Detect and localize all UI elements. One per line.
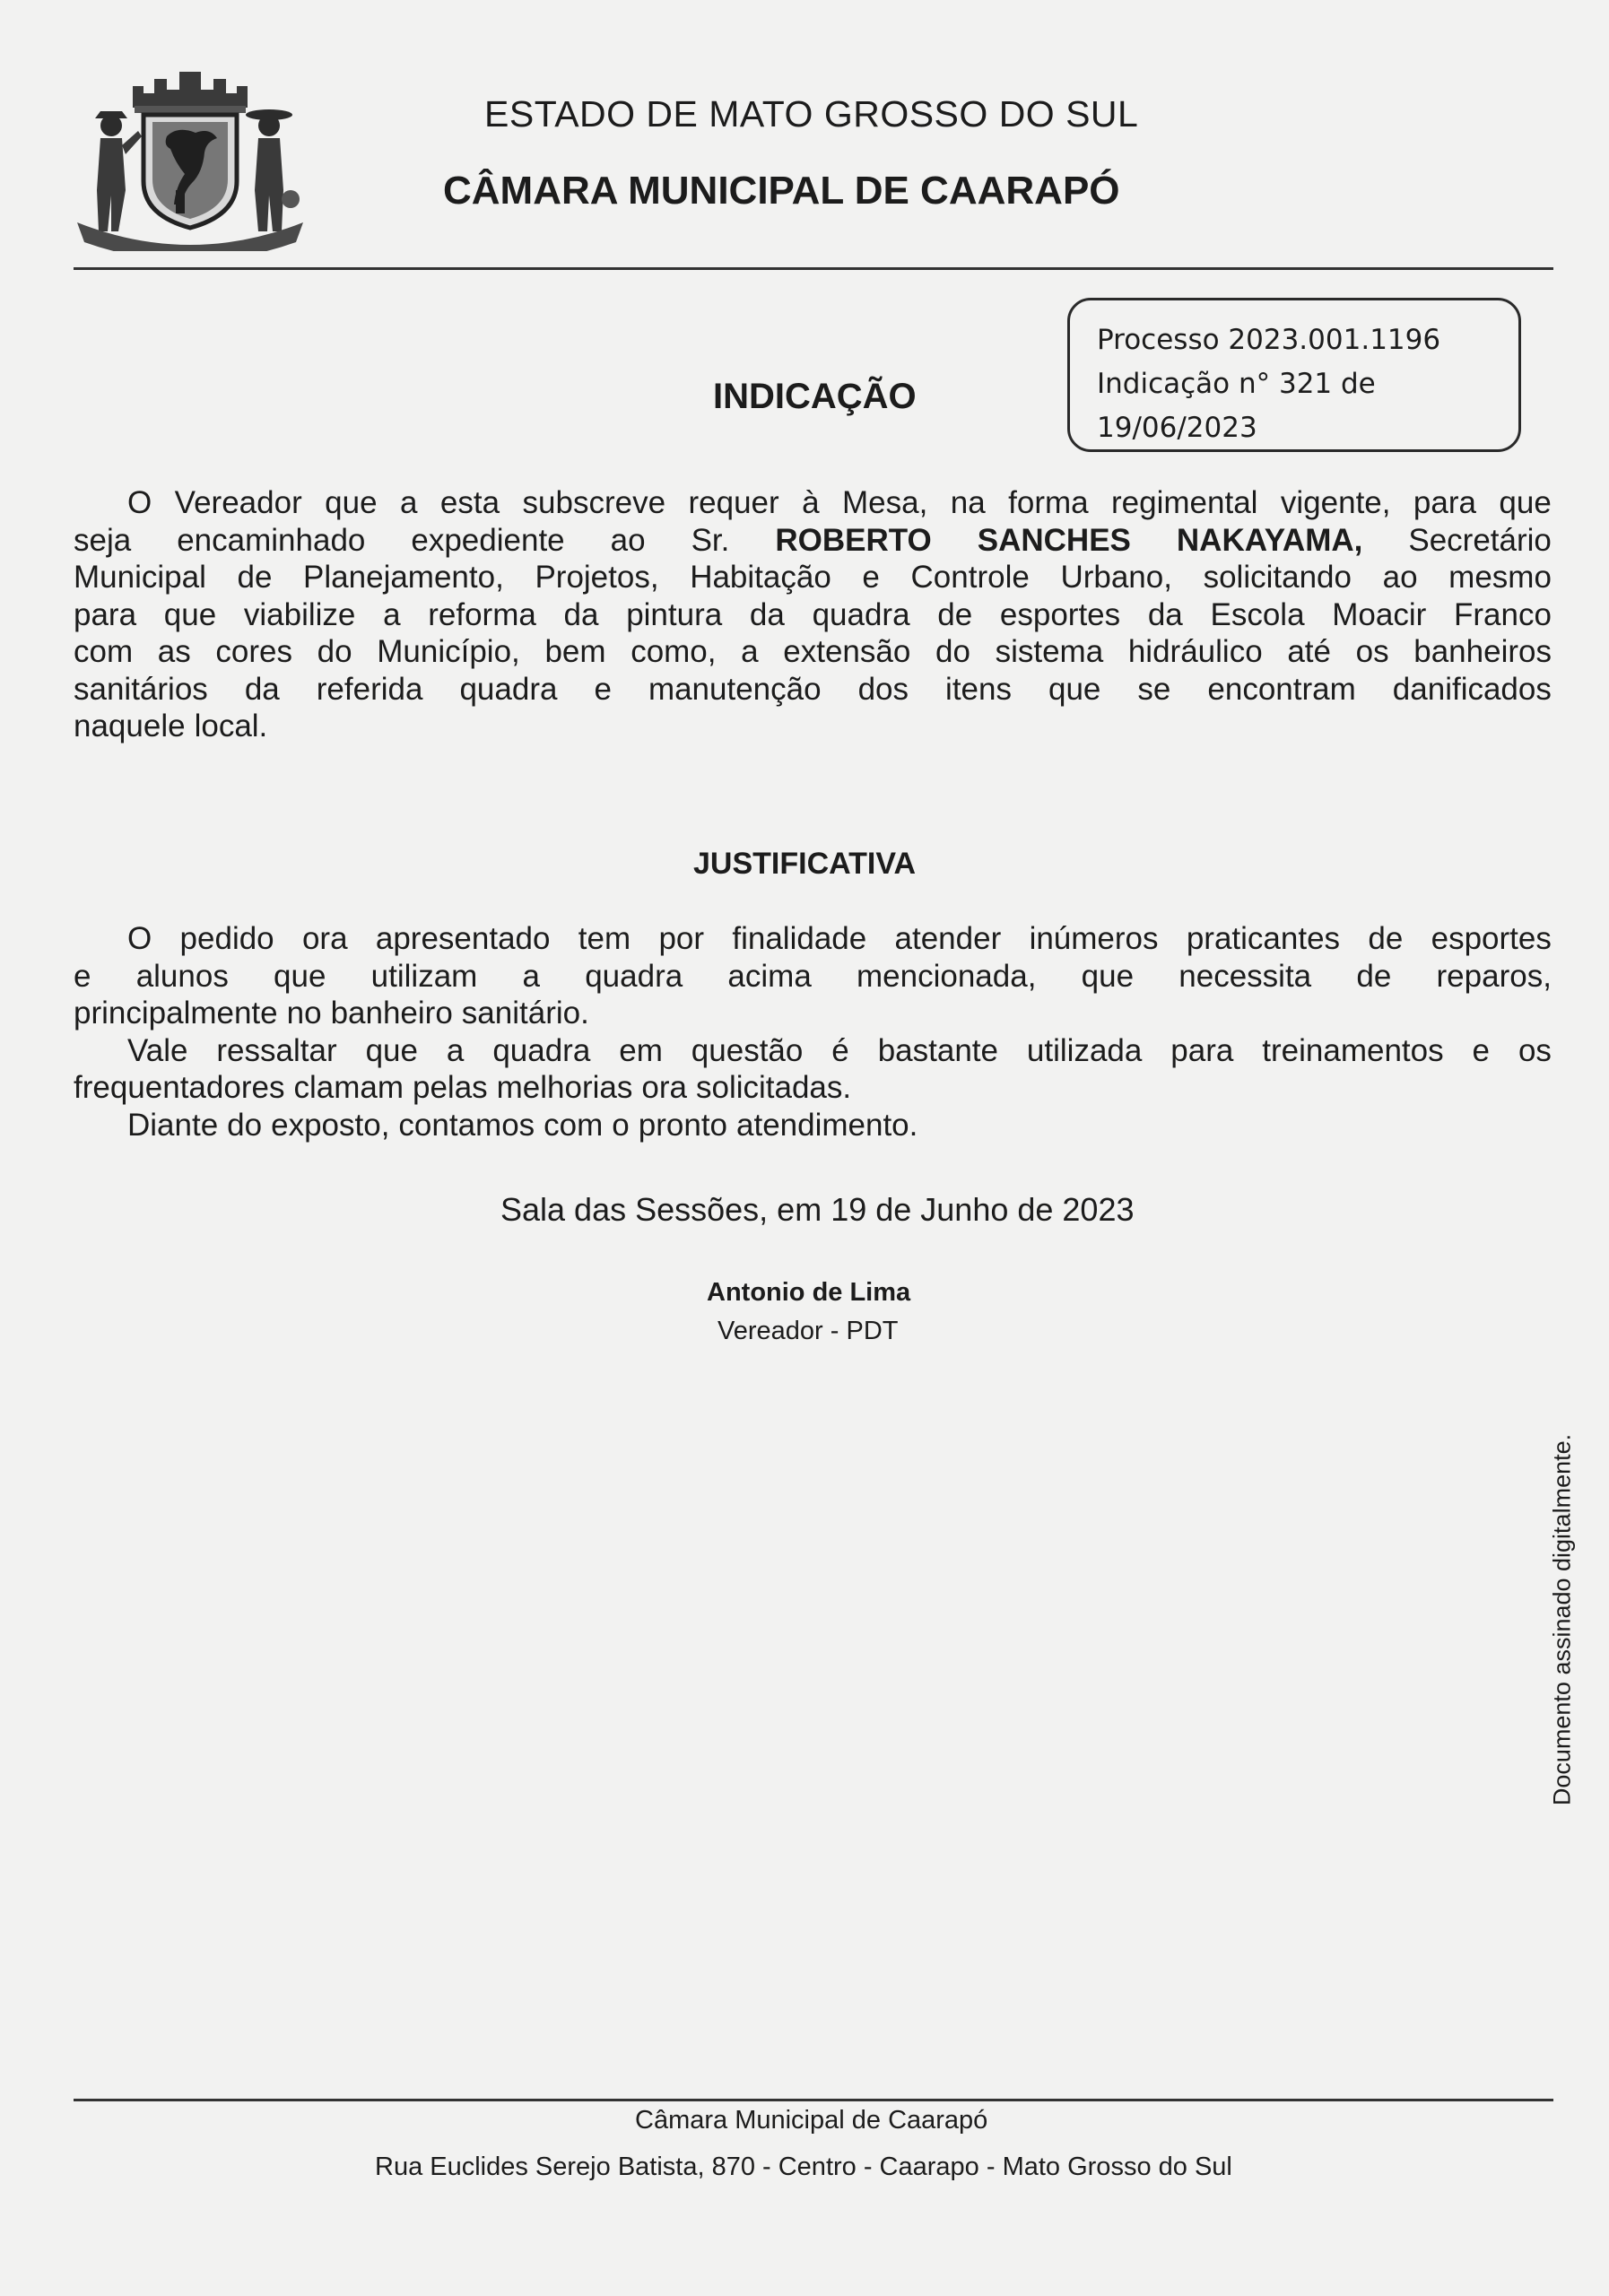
- word: ROBERTO: [775, 522, 932, 558]
- word: é: [831, 1032, 849, 1068]
- word: com: [544, 1107, 604, 1143]
- word: quadra: [812, 596, 910, 632]
- header-divider: [74, 267, 1553, 270]
- word: bastante: [877, 1032, 998, 1068]
- word: Municipal: [74, 560, 206, 595]
- word: ressaltar: [216, 1032, 337, 1068]
- text-line: [74, 1069, 1552, 1107]
- word: esportes: [1431, 921, 1552, 956]
- word: pronto: [638, 1107, 728, 1143]
- word: Vereador: [174, 485, 302, 520]
- signer-role: Vereador - PDT: [718, 1317, 899, 1345]
- word: sanitários: [74, 671, 208, 707]
- request-paragraph: [74, 484, 1552, 745]
- word: com: [74, 634, 134, 669]
- word: em: [619, 1032, 663, 1068]
- word: subscreve: [522, 485, 666, 520]
- word: Vale: [127, 1032, 188, 1068]
- word: à: [802, 485, 820, 520]
- word: do: [227, 1107, 263, 1143]
- word: manutenção: [648, 671, 822, 707]
- word: principalmente: [74, 996, 278, 1031]
- word: dos: [857, 671, 909, 707]
- text-line: [74, 708, 1552, 745]
- word: finalidade: [732, 921, 867, 956]
- word: frequentadores: [74, 1070, 285, 1105]
- text-line: [74, 1107, 1552, 1144]
- text-line: [74, 920, 1552, 958]
- text-line: [74, 1032, 1552, 1070]
- word: melhorias: [496, 1070, 633, 1105]
- word: Secretário: [1408, 522, 1552, 558]
- word: que: [1499, 485, 1552, 520]
- word: ao: [610, 522, 646, 558]
- word: Mesa,: [842, 485, 928, 520]
- word: do: [317, 634, 352, 669]
- word: O: [127, 921, 152, 956]
- word: e: [862, 560, 880, 595]
- word: bem: [544, 634, 606, 669]
- word: ao: [1382, 560, 1418, 595]
- word: itens: [945, 671, 1012, 707]
- footer-divider: [74, 2099, 1553, 2101]
- word: praticantes: [1186, 921, 1341, 956]
- footer-institution: Câmara Municipal de Caarapó: [635, 2106, 988, 2135]
- word: reforma: [428, 596, 536, 632]
- word: extensão: [783, 634, 911, 669]
- word: mencionada,: [857, 958, 1037, 994]
- word: utilizam: [370, 958, 478, 994]
- justification-title: JUSTIFICATIVA: [693, 847, 917, 881]
- word: quadra: [585, 958, 683, 994]
- process-number: Processo 2023.001.1196: [1097, 324, 1441, 356]
- word: a: [522, 958, 540, 994]
- word: solicitando: [1203, 560, 1352, 595]
- word: que: [1048, 671, 1101, 707]
- text-line: [74, 484, 1552, 522]
- word: contamos: [398, 1107, 535, 1143]
- word: os: [1355, 634, 1389, 669]
- text-line: [74, 995, 1552, 1032]
- word: Escola: [1210, 596, 1305, 632]
- word: encontram: [1207, 671, 1356, 707]
- word: e: [74, 958, 91, 994]
- word: a: [400, 485, 418, 520]
- word: Projetos,: [535, 560, 659, 595]
- word: da: [749, 596, 785, 632]
- word: necessita: [1178, 958, 1312, 994]
- word: solicitadas.: [695, 1070, 852, 1105]
- word: e: [1472, 1032, 1491, 1068]
- word: viabilize: [243, 596, 356, 632]
- text-line: [74, 958, 1552, 996]
- text-line: [74, 671, 1552, 709]
- word: esportes: [999, 596, 1121, 632]
- word: para: [1413, 485, 1476, 520]
- place-and-date: Sala das Sessões, em 19 de Junho de 2023: [500, 1191, 1135, 1228]
- word: o: [612, 1107, 630, 1143]
- word: de: [1368, 921, 1404, 956]
- word: Moacir: [1332, 596, 1427, 632]
- word: até: [1287, 634, 1331, 669]
- document-title: INDICAÇÃO: [713, 377, 917, 416]
- word: alunos: [135, 958, 229, 994]
- word: Diante: [127, 1107, 219, 1143]
- indication-number: Indicação n° 321 de: [1097, 368, 1376, 400]
- word: banheiro: [330, 996, 453, 1031]
- word: encaminhado: [177, 522, 366, 558]
- text-line: [74, 596, 1552, 634]
- word: na: [950, 485, 986, 520]
- word: requer: [688, 485, 779, 520]
- word: de: [937, 596, 973, 632]
- process-number-stamp: [1067, 298, 1521, 452]
- justification-paragraph: [74, 920, 1552, 1144]
- word: Controle: [910, 560, 1030, 595]
- word: naquele: [74, 709, 186, 744]
- word: pedido: [179, 921, 274, 956]
- word: a: [446, 1032, 465, 1068]
- word: local.: [194, 709, 268, 744]
- word: que: [325, 485, 378, 520]
- word: por: [658, 921, 705, 956]
- word: referida: [316, 671, 423, 707]
- word: ora: [641, 1070, 687, 1105]
- indication-date: 19/06/2023: [1097, 412, 1257, 444]
- word: sistema: [995, 634, 1104, 669]
- word: ora: [301, 921, 348, 956]
- text-line: [74, 522, 1552, 560]
- word: Sr.: [691, 522, 730, 558]
- word: expediente: [411, 522, 565, 558]
- word: seja: [74, 522, 132, 558]
- word: sanitário.: [461, 996, 589, 1031]
- word: as: [157, 634, 191, 669]
- word: no: [286, 996, 322, 1031]
- word: e: [594, 671, 612, 707]
- word: Franco: [1453, 596, 1552, 632]
- word: hidráulico: [1127, 634, 1263, 669]
- word: da: [244, 671, 280, 707]
- word: Urbano,: [1060, 560, 1172, 595]
- word: questão: [691, 1032, 804, 1068]
- word: os: [1518, 1032, 1552, 1068]
- word: como,: [631, 634, 717, 669]
- word: inúmeros: [1029, 921, 1159, 956]
- word: a: [383, 596, 401, 632]
- signer-name: Antonio de Lima: [707, 1278, 911, 1307]
- word: quadra: [492, 1032, 591, 1068]
- word: que: [1081, 958, 1135, 994]
- word: exposto,: [271, 1107, 390, 1143]
- word: O: [127, 485, 152, 520]
- word: pintura: [626, 596, 723, 632]
- municipal-crest-logo: [70, 56, 310, 251]
- word: vigente,: [1280, 485, 1391, 520]
- word: esta: [439, 485, 500, 520]
- word: apresentado: [375, 921, 551, 956]
- word: Município,: [377, 634, 520, 669]
- word: a: [741, 634, 759, 669]
- word: forma: [1008, 485, 1089, 520]
- word: da: [1147, 596, 1183, 632]
- word: pelas: [412, 1070, 488, 1105]
- word: danificados: [1392, 671, 1552, 707]
- word: tem: [578, 921, 631, 956]
- word: Habitação: [690, 560, 831, 595]
- word: para: [1170, 1032, 1234, 1068]
- word: acima: [727, 958, 812, 994]
- word: NAKAYAMA,: [1176, 522, 1363, 558]
- text-line: [74, 559, 1552, 596]
- word: que: [163, 596, 217, 632]
- word: quadra: [459, 671, 558, 707]
- word: para: [74, 596, 137, 632]
- word: atendimento.: [736, 1107, 918, 1143]
- word: SANCHES: [977, 522, 1131, 558]
- word: reparos,: [1436, 958, 1552, 994]
- word: clamam: [293, 1070, 404, 1105]
- header-chamber-name: CÂMARA MUNICIPAL DE CAARAPÓ: [443, 169, 1120, 213]
- word: de: [1356, 958, 1392, 994]
- text-line: [74, 633, 1552, 671]
- word: banheiros: [1413, 634, 1552, 669]
- header-state-name: ESTADO DE MATO GROSSO DO SUL: [484, 93, 1139, 135]
- word: utilizada: [1026, 1032, 1143, 1068]
- word: atender: [894, 921, 1002, 956]
- word: da: [563, 596, 599, 632]
- word: se: [1137, 671, 1171, 707]
- word: cores: [215, 634, 292, 669]
- word: regimental: [1111, 485, 1258, 520]
- digital-signature-note: Documento assinado digitalmente.: [1548, 1433, 1576, 1806]
- word: Planejamento,: [303, 560, 504, 595]
- word: que: [274, 958, 326, 994]
- word: de: [237, 560, 273, 595]
- word: do: [935, 634, 970, 669]
- footer-address: Rua Euclides Serejo Batista, 870 - Centro - Caarapo - Mato Grosso do Sul: [375, 2152, 1232, 2181]
- word: mesmo: [1448, 560, 1552, 595]
- word: treinamentos: [1262, 1032, 1444, 1068]
- word: que: [365, 1032, 418, 1068]
